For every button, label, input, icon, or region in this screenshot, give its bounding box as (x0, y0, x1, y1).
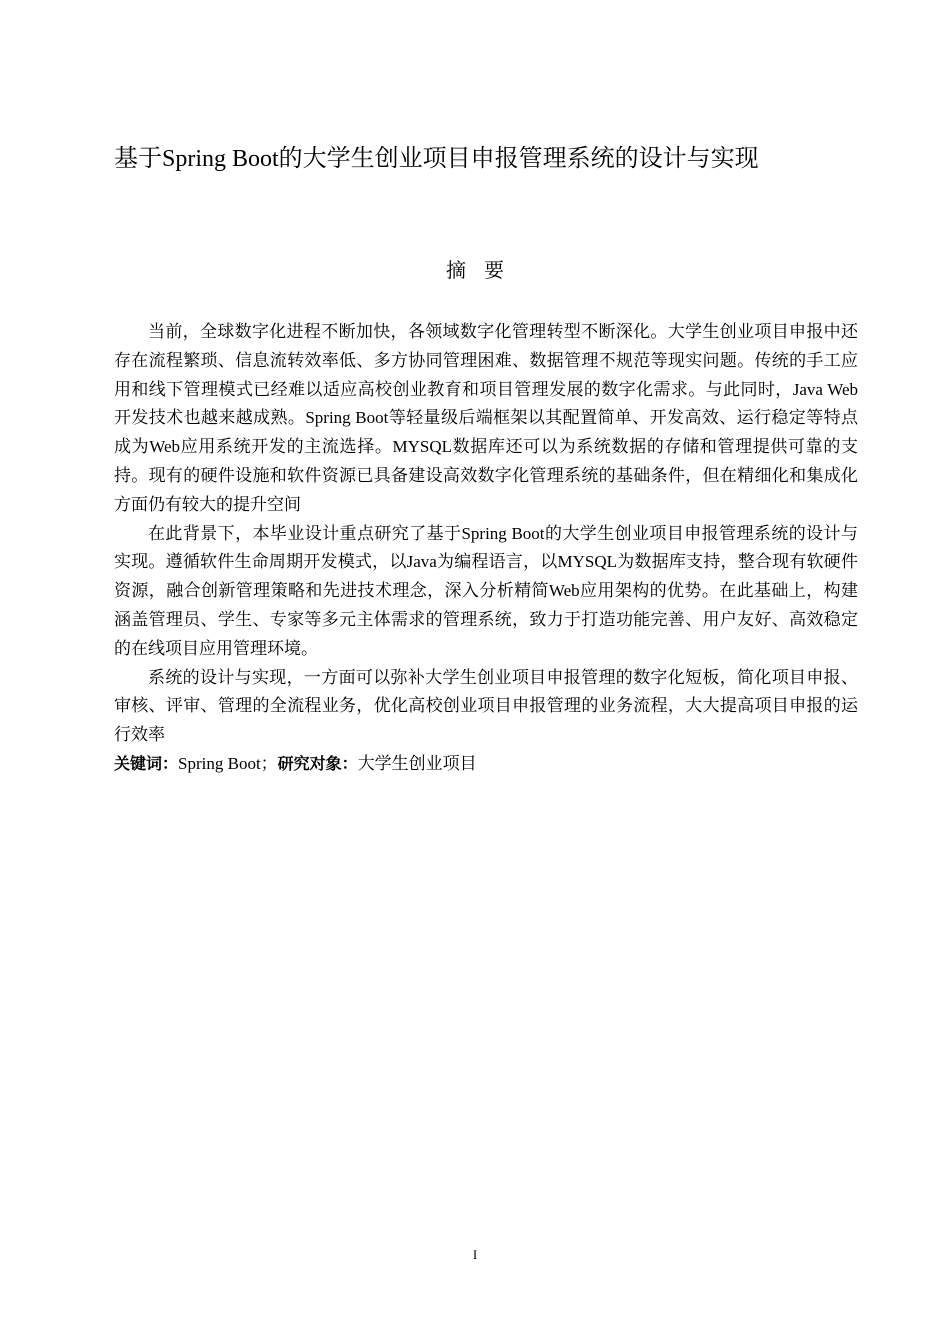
research-object-value: 大学生创业项目 (357, 753, 477, 773)
keywords-line (114, 750, 858, 779)
abstract-body (114, 318, 858, 779)
page-number: I (472, 1247, 478, 1262)
abstract-paragraph-1: 当前，全球数字化进程不断加快，各领域数字化管理转型不断深化。大学生创业项目申报中还存在流程繁琐、信息流转效率低、多方协同管理困难、数据管理不规范等现实问题。传统的手工应用和线下管理模式已经难以适应高校创业教育和项目管理发展的数字化需求。与此同时，Java Web开发技术也越来越成熟。Spring Boot等轻量级后端框架以其配置简单、开发高效、运行稳定等特点成为Web应用系统开发的主流选择。MYSQL数据库还可以为系统数据的存储和管理提供可靠的支持。现有的硬件设施和软件资源已具备建设高效数字化管理系统的基础条件，但在精细化和集成化方面仍有较大的提升空间 (114, 322, 858, 514)
abstract-paragraph-2: 在此背景下，本毕业设计重点研究了基于Spring Boot的大学生创业项目申报管理系统的设计与实现。遵循软件生命周期开发模式，以Java为编程语言，以MYSQL为数据库支持，整合现有软硬件资源，融合创新管理策略和先进技术理念，深入分析精简Web应用架构的优势。在此基础上，构建涵盖管理员、学生、专家等多元主体需求的管理系统，致力于打造功能完善、用户友好、高效稳定的在线项目应用管理环境。 (114, 523, 858, 658)
keywords-value: Spring Boot； (178, 753, 278, 773)
abstract-heading: 摘要 (446, 258, 522, 282)
document-title: 基于Spring Boot的大学生创业项目申报管理系统的设计与实现 (114, 146, 759, 172)
abstract-paragraph-3: 系统的设计与实现，一方面可以弥补大学生创业项目申报管理的数字化短板，简化项目申报、审核、评审、管理的全流程业务，优化高校创业项目申报管理的业务流程，大大提高项目申报的运行效率 (114, 667, 858, 745)
research-object-label: 研究对象： (277, 753, 358, 773)
keywords-label: 关键词： (114, 753, 179, 773)
